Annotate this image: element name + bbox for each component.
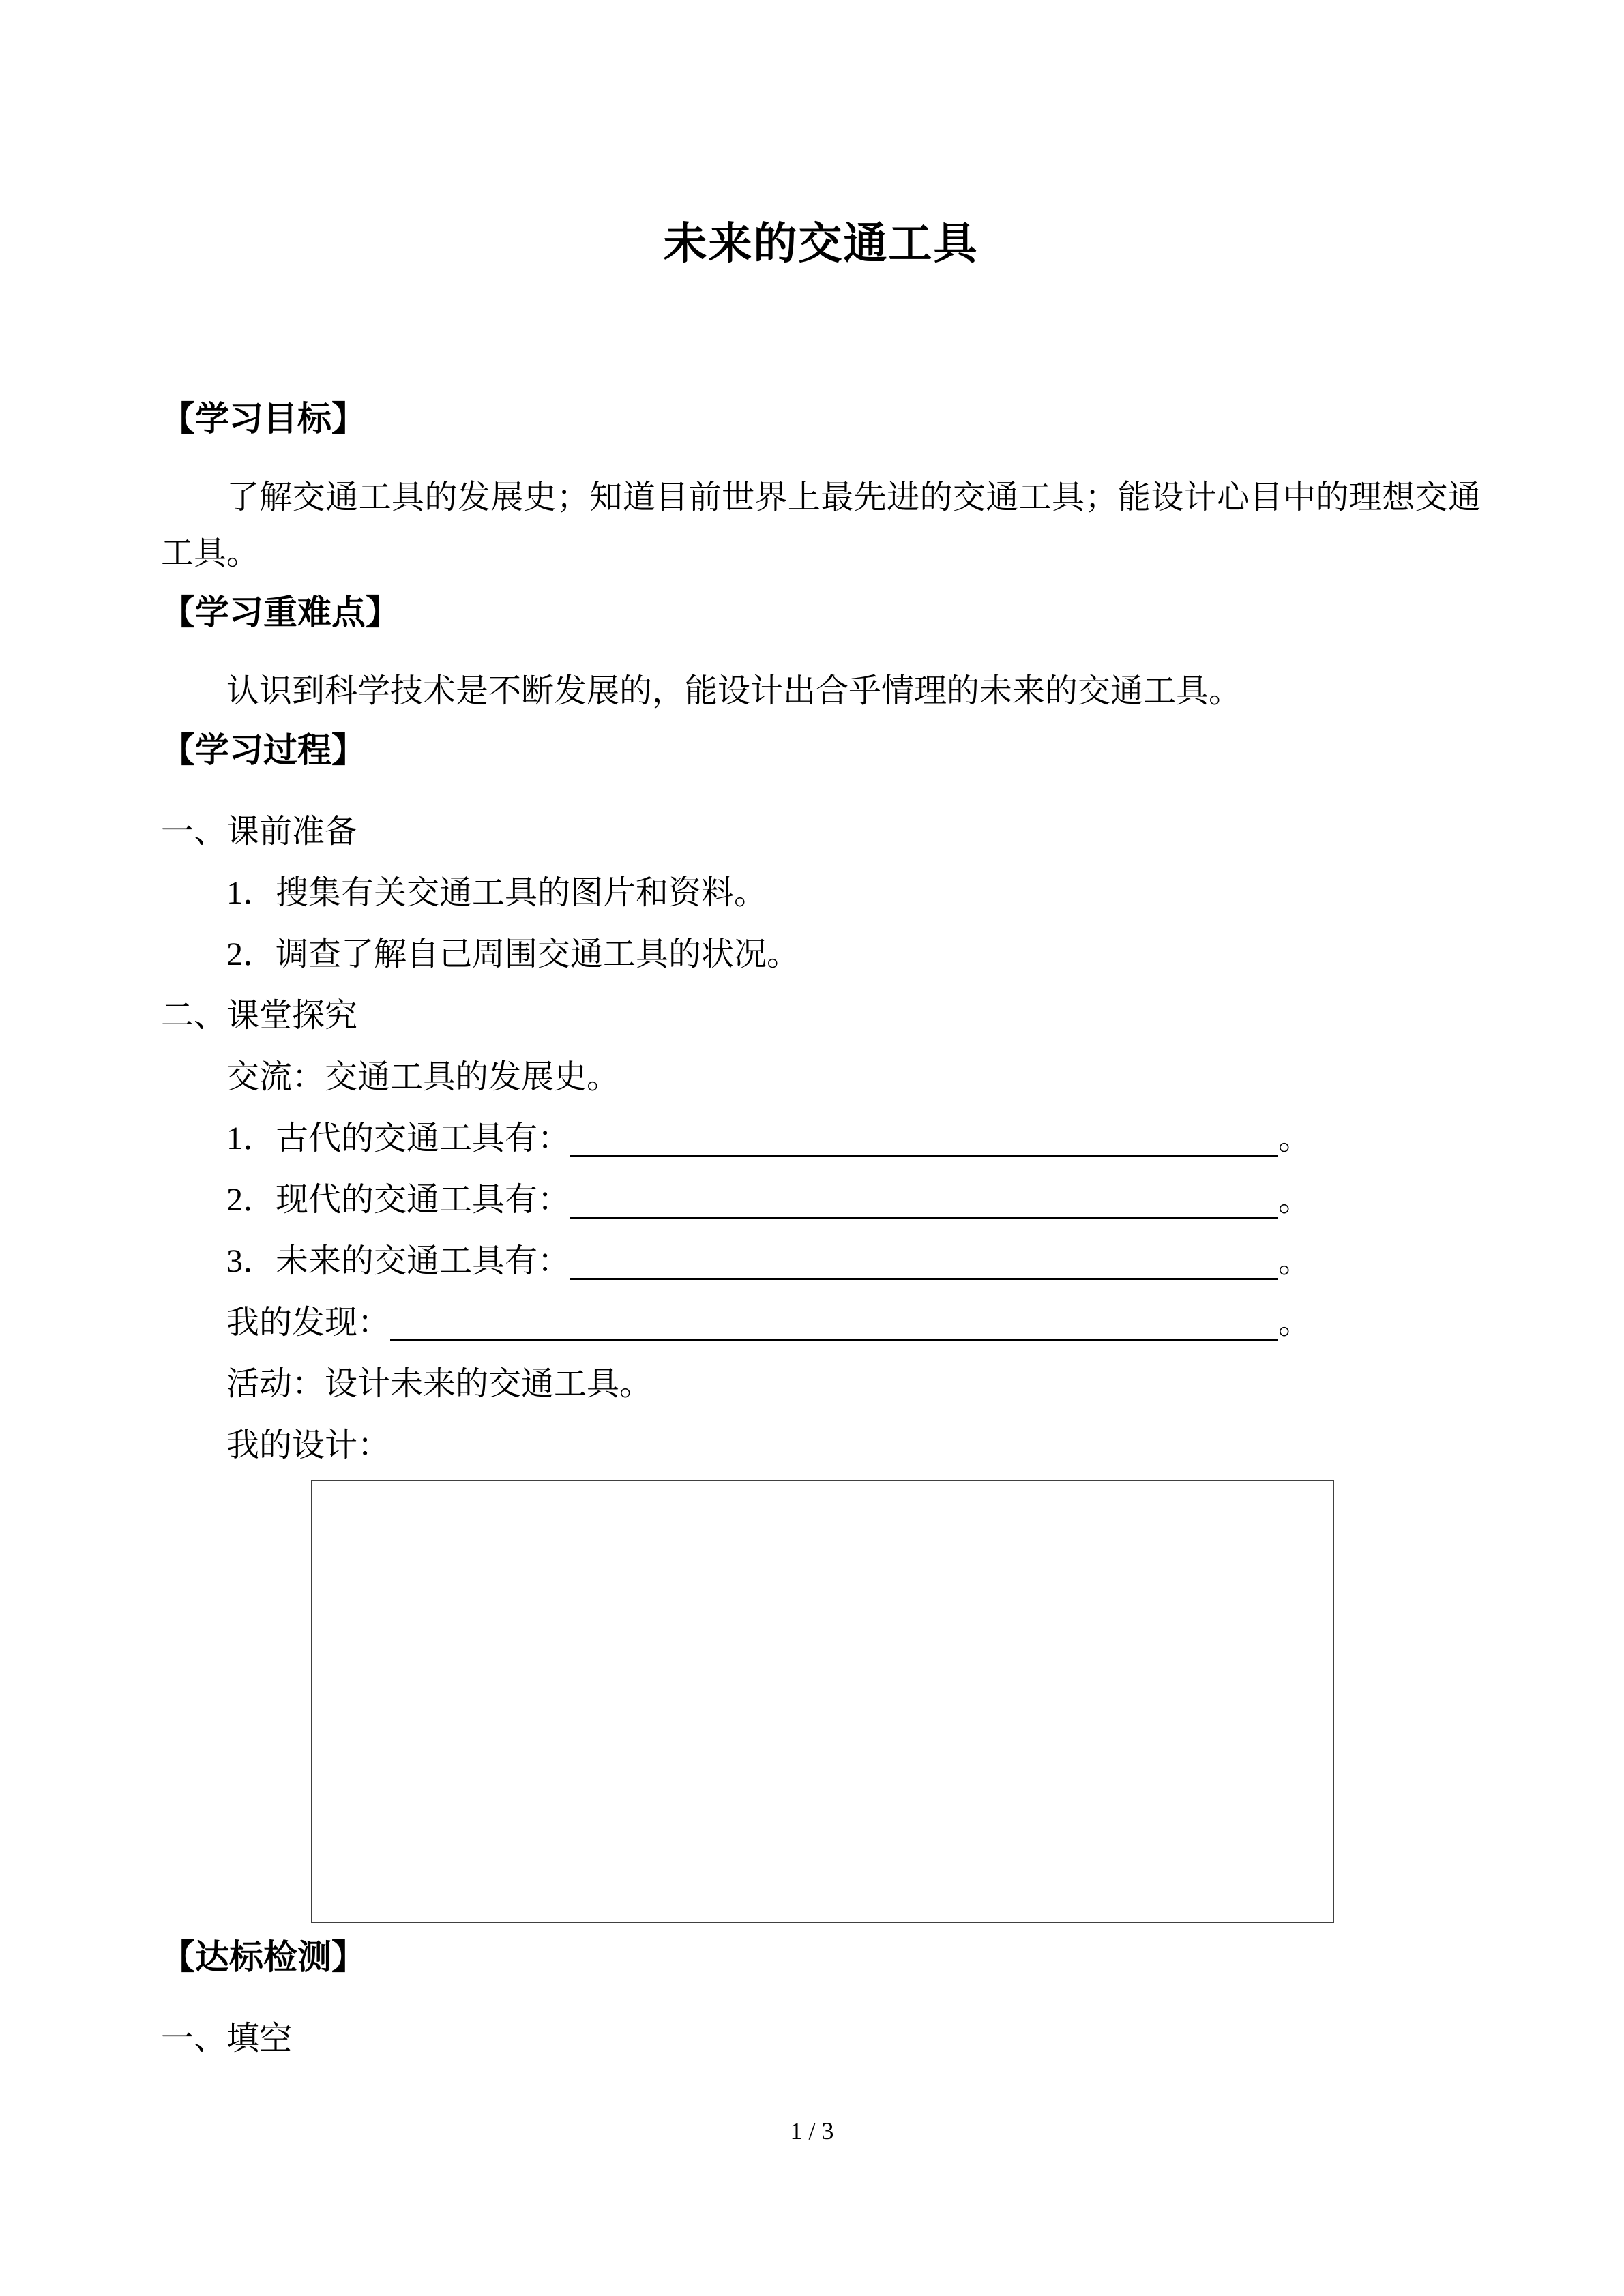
fill-blank-suffix: 。 — [1278, 1304, 1311, 1341]
fill-in-underline — [570, 1169, 1278, 1219]
fill-blank-label: 我的发现： — [226, 1304, 391, 1341]
fill-blank-label: 1．古代的交通工具有： — [226, 1120, 571, 1157]
document-title: 未来的交通工具 — [663, 220, 979, 268]
key-points-text: 认识到科学技术是不断发展的，能设计出合乎情理的未来的交通工具。 — [226, 673, 1242, 709]
explore-section-heading: 二、课堂探究 — [161, 998, 358, 1034]
design-label: 我的设计： — [226, 1427, 391, 1463]
prep-item-1: 1．搜集有关交通工具的图片和资料。 — [226, 875, 767, 911]
fill-blank-suffix: 。 — [1278, 1243, 1311, 1279]
heading-key-points: 【学习重难点】 — [161, 593, 400, 631]
fill-blank-label: 3．未来的交通工具有： — [226, 1243, 571, 1279]
heading-assessment: 【达标检测】 — [161, 1938, 366, 1976]
fill-blank-row-discovery — [226, 1292, 1311, 1354]
design-drawing-box — [311, 1480, 1334, 1923]
assessment-sub-heading: 一、填空 — [161, 2021, 293, 2057]
heading-learning-process: 【学习过程】 — [161, 731, 366, 769]
fill-blank-suffix: 。 — [1278, 1182, 1311, 1218]
fill-in-underline — [570, 1108, 1278, 1157]
fill-blank-label: 2．现代的交通工具有： — [226, 1182, 571, 1218]
fill-blank-row-ancient — [226, 1108, 1311, 1169]
prep-item-2: 2．调查了解自己周围交通工具的状况。 — [226, 936, 800, 972]
fill-in-underline — [570, 1231, 1278, 1280]
fill-blank-row-future — [226, 1231, 1311, 1292]
activity-text: 活动：设计未来的交通工具。 — [226, 1366, 653, 1402]
heading-learning-goals: 【学习目标】 — [161, 400, 366, 438]
explore-intro: 交流：交通工具的发展史。 — [226, 1059, 620, 1095]
learning-goals-text: 了解交通工具的发展史；知道目前世界上最先进的交通工具；能设计心目中的理想交通工具。 — [161, 479, 1481, 571]
prep-section-heading: 一、课前准备 — [161, 814, 358, 850]
page-number-indicator: 1 / 3 — [790, 2117, 834, 2145]
fill-in-underline — [390, 1292, 1278, 1341]
fill-blank-row-modern — [226, 1169, 1311, 1231]
fill-blank-suffix: 。 — [1278, 1120, 1311, 1157]
